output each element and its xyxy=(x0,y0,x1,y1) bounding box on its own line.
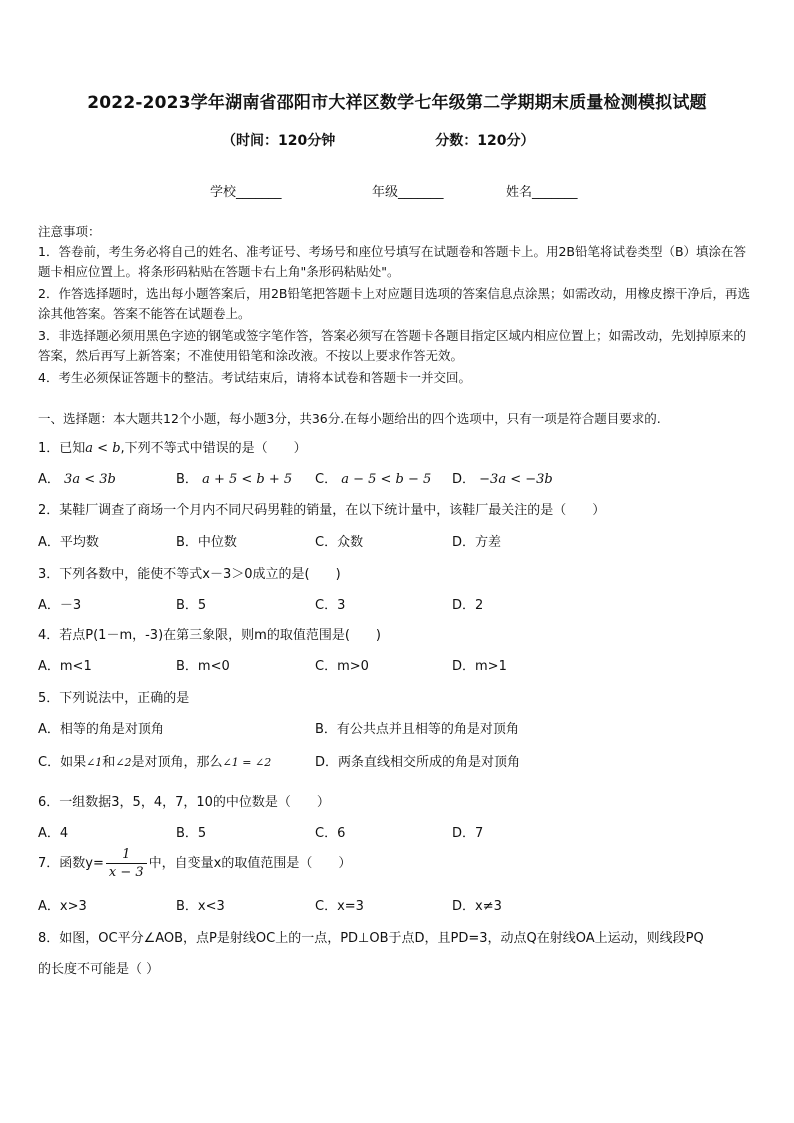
note-item: 2．作答选择题时，选出每小题答案后，用2B铅笔把答题卡上对应题目选项的答案信息点涂黑；如需改动，用橡皮擦干净后，再选涂其他答案。答案不能答在试题卷上。 xyxy=(38,286,750,321)
option-d: D．m>1 xyxy=(452,659,507,674)
option-d: D．方差 xyxy=(452,535,502,550)
question-2: 2．某鞋厂调查了商场一个月内不同尺码男鞋的销量，在以下统计量中，该鞋厂最关注的是（ ） xyxy=(38,503,606,518)
option-b: B．5 xyxy=(176,826,207,841)
option-c: C．3 xyxy=(315,598,346,613)
grade-field: 年级_______ xyxy=(372,185,444,200)
notes-heading: 注意事项： xyxy=(38,224,101,239)
option-c: C． a − 5 < b − 5 xyxy=(315,472,432,487)
option-c: C．6 xyxy=(315,826,346,841)
exam-meta xyxy=(222,130,534,150)
option-b: B． a + 5 < b + 5 xyxy=(176,472,293,487)
section-heading: 一、选择题：本大题共12个小题，每小题3分，共36分.在每小题给出的四个选项中，只有一项是符合题目要求的. xyxy=(38,411,661,426)
option-d: D．x≠3 xyxy=(452,899,502,914)
option-d: D． −3a < −3b xyxy=(452,472,553,487)
name-field: 姓名_______ xyxy=(506,185,578,200)
option-c: C．m>0 xyxy=(315,659,369,674)
page-title: 2022-2023学年湖南省邵阳市大祥区数学七年级第二学期期末质量检测模拟试题 xyxy=(87,93,707,113)
question-1 xyxy=(38,437,307,456)
question-8: 8．如图，OC平分∠AOB，点P是射线OC上的一点，PD⊥OB于点D，且PD=3，动点Q在射线OA上运动，则线段PQ xyxy=(38,931,704,946)
question-4: 4．若点P(1－m，-3)在第三象限，则m的取值范围是( ) xyxy=(38,628,381,643)
option-c: C．x=3 xyxy=(315,899,364,914)
fraction: $\frac{1}{x - 3}$ xyxy=(106,846,147,881)
option-d: D．7 xyxy=(452,826,484,841)
option-a: A．m<1 xyxy=(38,659,92,674)
question-7 xyxy=(38,846,351,881)
option-b: B．x<3 xyxy=(176,899,225,914)
question-6: 6．一组数据3，5，4，7，10的中位数是（ ） xyxy=(38,795,330,810)
option-b: B．m<0 xyxy=(176,659,230,674)
option-a: A． 3a < 3b xyxy=(38,472,116,487)
question-8-continued: 的长度不可能是（ ） xyxy=(38,962,160,977)
note-item: 1．答卷前，考生务必将自己的姓名、准考证号、考场号和座位号填写在试题卷和答题卡上。用2B铅笔将试卷类型（B）填涂在答题卡相应位置上。将条形码粘贴在答题卡右上角"条形码粘贴处"。 xyxy=(38,244,747,279)
option-d: D．两条直线相交所成的角是对顶角 xyxy=(315,755,521,770)
option-a: A．x>3 xyxy=(38,899,87,914)
question-text: 7．函数y= xyxy=(38,856,104,871)
note-item: 3．非选择题必须用黑色字迹的钢笔或签字笔作答，答案必须写在答题卡各题目指定区域内相应位置上；如需改动，先划掉原来的答案，然后再写上新答案；不准使用铅笔和涂改液。不按以上要求作答无效。 xyxy=(38,328,746,363)
option-b: B．5 xyxy=(176,598,207,613)
question-condition: a < b xyxy=(85,441,121,456)
question-text: 中，自变量x的取值范围是（ ） xyxy=(148,856,352,871)
time-limit: （时间：120分钟 xyxy=(222,133,336,149)
note-item: 4．考生必须保证答题卡的整洁。考试结束后，请将本试卷和答题卡一并交回。 xyxy=(38,370,471,385)
question-text: 1．已知 xyxy=(38,441,86,456)
option-a: A．4 xyxy=(38,826,69,841)
option-b: B．有公共点并且相等的角是对顶角 xyxy=(315,722,519,737)
option-a: A．相等的角是对顶角 xyxy=(38,722,164,737)
option-a: A．－3 xyxy=(38,598,82,613)
total-score: 分数：120分） xyxy=(435,133,535,149)
option-c: C．众数 xyxy=(315,535,364,550)
option-c: C．如果∠1和∠2是对顶角，那么∠1 = ∠2 xyxy=(38,755,272,770)
question-3: 3．下列各数中，能使不等式x－3＞0成立的是( ) xyxy=(38,567,341,582)
school-field: 学校_______ xyxy=(210,185,282,200)
option-b: B．中位数 xyxy=(176,535,237,550)
option-d: D．2 xyxy=(452,598,484,613)
question-5: 5．下列说法中，正确的是 xyxy=(38,691,190,706)
option-a: A．平均数 xyxy=(38,535,99,550)
question-text: ,下列不等式中错误的是（ ） xyxy=(120,441,307,456)
